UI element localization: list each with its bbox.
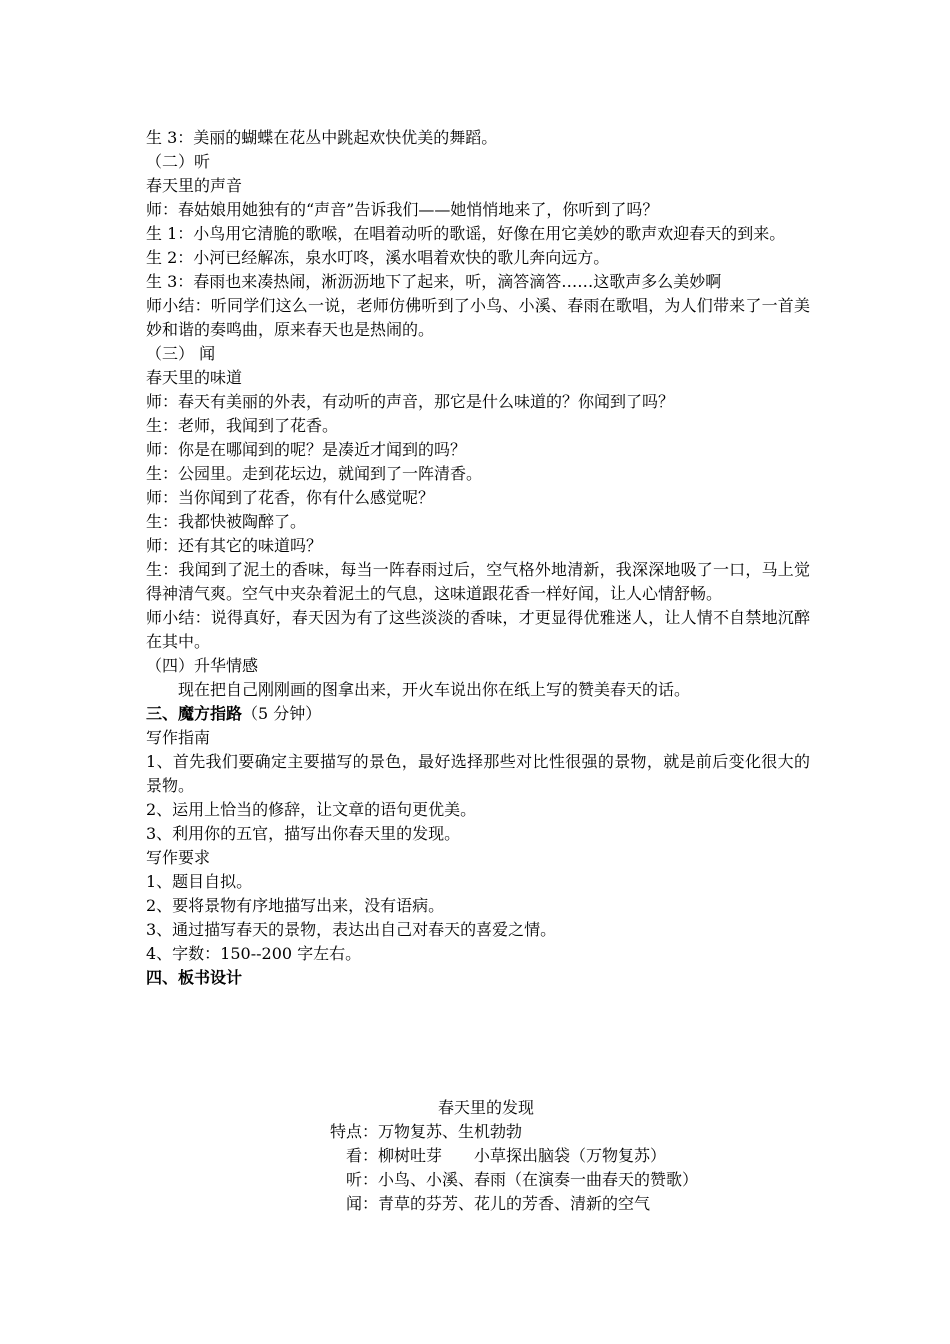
text-line: 写作要求 — [146, 848, 211, 867]
text-paragraph: 师小结：听同学们这么一说，老师仿佛听到了小鸟、小溪、春雨在歌唱，为人们带来了一首美妙和谐的奏鸣曲，原来春天也是热闹的。 — [146, 296, 810, 339]
text-paragraph: 生 1：小鸟用它清脆的歌喉，在唱着动听的歌谣，好像在用它美妙的歌声欢迎春天的到来。 — [146, 224, 786, 243]
text-line: 师：你是在哪闻到的呢？是凑近才闻到的吗？ — [146, 440, 467, 459]
section-heading-text: 四、板书设计 — [146, 968, 243, 987]
board-feature: 特点：万物复苏、生机勃勃 — [330, 1122, 523, 1141]
text-line: 春天里的味道 — [146, 368, 243, 387]
text-paragraph: 1、首先我们要确定主要描写的景色，最好选择那些对比性很强的景物，就是前后变化很大的景物。 — [146, 752, 810, 795]
board-listen: 听：小鸟、小溪、春雨（在演奏一曲春天的赞歌） — [346, 1170, 699, 1189]
text-line: （三） 闻 — [146, 344, 216, 363]
text-line: 生：我都快被陶醉了。 — [146, 512, 307, 531]
text-line: 4、字数：150--200 字左右。 — [146, 944, 362, 963]
text-line: 师：当你闻到了花香，你有什么感觉呢？ — [146, 488, 435, 507]
lesson-body — [146, 126, 810, 990]
text-line: 生：公园里。走到花坛边，就闻到了一阵清香。 — [146, 464, 483, 483]
section-heading — [146, 702, 810, 726]
text-line: 师：春姑娘用她独有的“声音”告诉我们——她悄悄地来了，你听到了吗？ — [146, 200, 659, 219]
text-line: 1、题目自拟。 — [146, 872, 253, 891]
text-line: （二）听 — [146, 152, 211, 171]
text-line: 生 3：美丽的蝴蝶在花丛中跳起欢快优美的舞蹈。 — [146, 128, 498, 147]
text-line: 生 3：春雨也来凑热闹，淅沥沥地下了起来，听，滴答滴答……这歌声多么美妙啊 — [146, 272, 722, 291]
text-line: 2、运用上恰当的修辞，让文章的语句更优美。 — [146, 800, 477, 819]
text-line: 3、利用你的五官，描写出你春天里的发现。 — [146, 824, 461, 843]
text-line: 师：还有其它的味道吗？ — [146, 536, 323, 555]
text-line: 生 2：小河已经解冻，泉水叮咚，溪水唱着欢快的歌儿奔向远方。 — [146, 248, 610, 267]
text-line: 春天里的声音 — [146, 176, 243, 195]
text-line: 写作指南 — [146, 728, 211, 747]
section-heading — [146, 966, 810, 990]
section-heading-duration: （5 分钟） — [242, 704, 322, 723]
text-line: 师：春天有美丽的外表，有动听的声音，那它是什么味道的？你闻到了吗？ — [146, 392, 675, 411]
text-line: 3、通过描写春天的景物，表达出自己对春天的喜爱之情。 — [146, 920, 557, 939]
text-paragraph: 生：我闻到了泥土的香味，每当一阵春雨过后，空气格外地清新，我深深地吸了一口，马上觉得神清气爽。空气中夹杂着泥土的气息，这味道跟花香一样好闻，让人心情舒畅。 — [146, 560, 810, 603]
section-heading-text: 三、魔方指路 — [146, 704, 243, 723]
text-line: 2、要将景物有序地描写出来，没有语病。 — [146, 896, 445, 915]
text-paragraph: 师小结：说得真好，春天因为有了这些淡淡的香味，才更显得优雅迷人，让人情不自禁地沉醉在其中。 — [146, 608, 810, 651]
board-title: 春天里的发现 — [438, 1098, 535, 1117]
text-line: 生：老师，我闻到了花香。 — [146, 416, 339, 435]
board-look: 看：柳树吐芽 小草探出脑袋（万物复苏） — [346, 1146, 667, 1165]
text-line: 现在把自己刚刚画的图拿出来，开火车说出你在纸上写的赞美春天的话。 — [178, 680, 691, 699]
board-smell: 闻：青草的芬芳、花儿的芳香、清新的空气 — [346, 1194, 651, 1213]
text-line: （四）升华情感 — [146, 656, 259, 675]
